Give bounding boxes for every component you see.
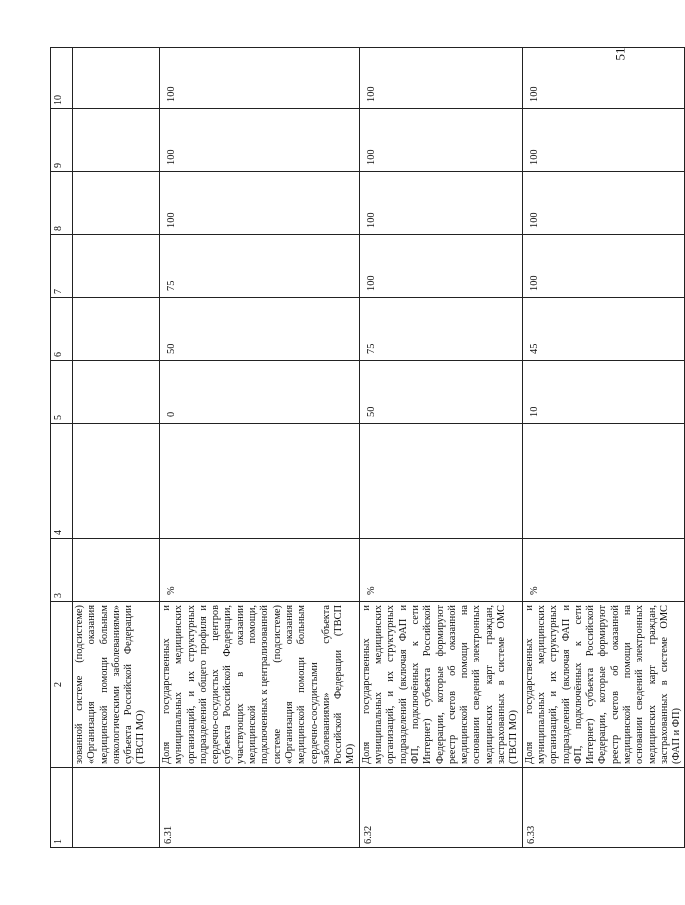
table-row [522, 48, 685, 848]
value-cell: 100 [522, 235, 685, 298]
header-cell: 5 [51, 361, 73, 424]
header-cell: 8 [51, 172, 73, 235]
value-cell: 75 [160, 235, 360, 298]
unit-cell: % [522, 539, 685, 602]
row-number: 6.32 [359, 768, 522, 848]
value-cell [73, 172, 160, 235]
value-cell: 100 [160, 109, 360, 172]
value-cell: 100 [160, 48, 360, 109]
value-cell: 100 [522, 48, 685, 109]
unit-cell: % [359, 539, 522, 602]
value-cell [73, 109, 160, 172]
unit-cell: % [160, 539, 360, 602]
value-cell [522, 424, 685, 539]
value-cell: 100 [359, 235, 522, 298]
header-cell: 4 [51, 424, 73, 539]
value-cell [160, 424, 360, 539]
value-cell: 10 [522, 361, 685, 424]
value-cell: 75 [359, 298, 522, 361]
row-number: 6.31 [160, 768, 360, 848]
value-cell: 50 [160, 298, 360, 361]
unit-cell [73, 539, 160, 602]
value-cell: 50 [359, 361, 522, 424]
indicator-text: Доля государственных и муниципальных медицинских организаций, и их структурных подразделений общего профиля и сердечно-сосудистых центров субъекта Российской Федерации, участвующих в оказании медицинской помощи, подключенных к централизованной системе (подсистеме) «Организация оказания медицинской помощи больным сердечно-сосудистыми заболеваниями» субъекта Российской Федерации (ТВСП МО) [160, 602, 360, 768]
value-cell: 0 [160, 361, 360, 424]
value-cell: 100 [522, 109, 685, 172]
rotated-table-container [50, 48, 683, 848]
indicator-text: Доля государственных и муниципальных медицинских организаций, и их структурных подразделений (включая ФАП и ФП, подключённых к сети Интернет) субъекта Российской Федерации, которые формируют реестр счетов об оказанной медицинской помощи на основании сведений электронных медицинских карт граждан, застрахованных в системе ОМС (ТВСП МО) [359, 602, 522, 768]
header-cell: 3 [51, 539, 73, 602]
header-cell: 2 [51, 602, 73, 768]
value-cell [73, 361, 160, 424]
value-cell: 100 [359, 109, 522, 172]
value-cell [73, 48, 160, 109]
header-row [51, 48, 73, 848]
page-number: 51 [612, 47, 628, 61]
value-cell: 100 [359, 172, 522, 235]
value-cell: 45 [522, 298, 685, 361]
indicator-table [50, 47, 685, 848]
value-cell [359, 424, 522, 539]
header-cell: 9 [51, 109, 73, 172]
row-number: 6.33 [522, 768, 685, 848]
table-row [73, 48, 160, 848]
table-row [160, 48, 360, 848]
header-cell: 7 [51, 235, 73, 298]
value-cell: 100 [160, 172, 360, 235]
value-cell [73, 235, 160, 298]
table-row [359, 48, 522, 848]
value-cell: 100 [522, 172, 685, 235]
value-cell [73, 298, 160, 361]
header-cell: 10 [51, 48, 73, 109]
header-cell: 6 [51, 298, 73, 361]
indicator-text: Доля государственных и муниципальных медицинских организаций, и их структурных подразделений (включая ФАП и ФП, подключённых к сети Интернет) субъекта Российской Федерации, которые формируют реестр счетов об оказанной медицинской помощи на основании сведений электронных медицинских карт граждан, застрахованных в системе ОМС (ФАП и ФП) [522, 602, 685, 768]
header-cell: 1 [51, 768, 73, 848]
value-cell [73, 424, 160, 539]
value-cell: 100 [359, 48, 522, 109]
row-number [73, 768, 160, 848]
indicator-text: зованной системе (подсистеме) «Организация оказания медицинской помощи больным онкологическими заболеваниями» субъекта Российской Федерации (ТВСП МО) [73, 602, 160, 768]
